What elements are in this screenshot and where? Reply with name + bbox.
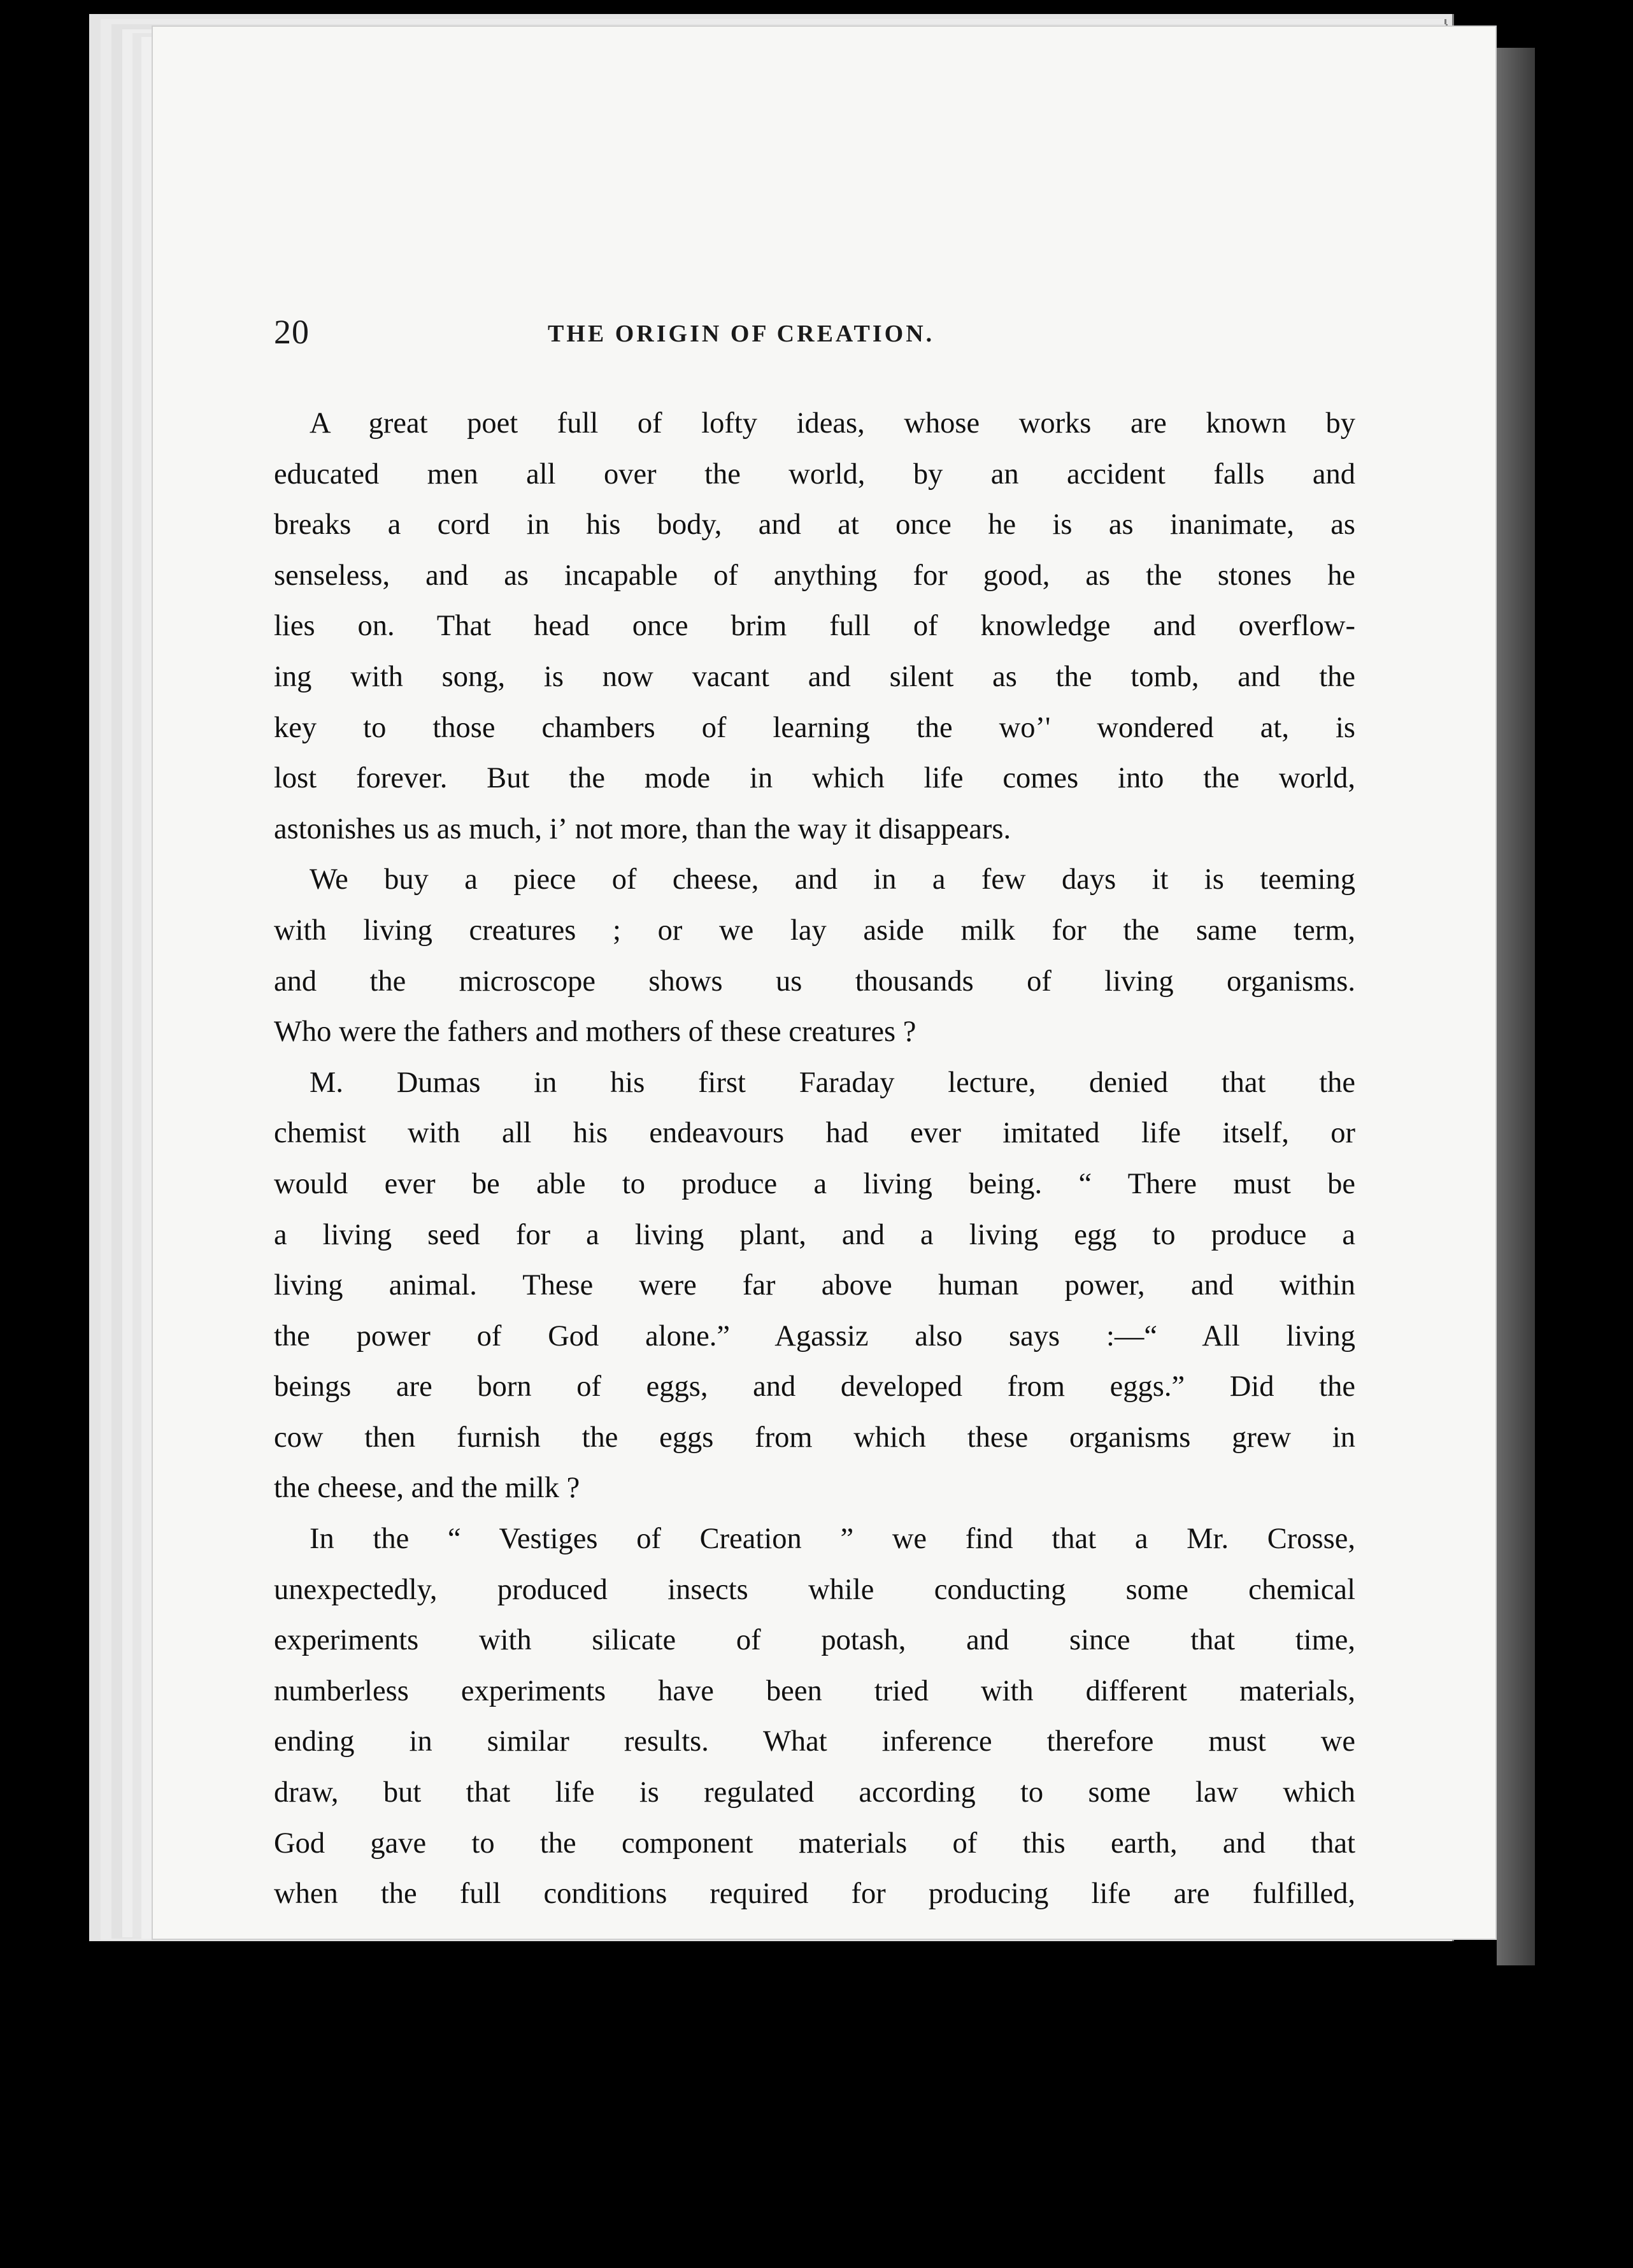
text-line: senseless, and as incapable of anything for good, as the stones he [274, 559, 1355, 592]
text-line: Who were the fathers and mothers of these creatures ? [274, 1016, 916, 1049]
running-head [274, 312, 1357, 363]
text-line: ending in similar results. What inference therefore must we [274, 1725, 1355, 1758]
text-line: unexpectedly, produced insects while conducting some chemical [274, 1573, 1355, 1606]
text-line: experiments with silicate of potash, and since that time, [274, 1624, 1355, 1657]
page-number: 20 [274, 313, 310, 351]
text-line: M. Dumas in his first Faraday lecture, denied that the [310, 1066, 1355, 1099]
text-line: ing with song, is now vacant and silent as the tomb, and the [274, 660, 1355, 693]
text-line: We buy a piece of cheese, and in a few days it is teeming [310, 863, 1355, 896]
page-shadow [1497, 48, 1535, 1965]
text-line: lost forever. But the mode in which life comes into the world, [274, 762, 1355, 795]
body-text [274, 398, 1355, 1920]
paragraph [274, 398, 1355, 854]
text-line: educated men all over the world, by an accident falls and [274, 457, 1355, 491]
text-line: when the full conditions required for producing life are fulfilled, [274, 1877, 1355, 1911]
paragraph [274, 1514, 1355, 1920]
text-line: astonishes us as much, iʼ not more, than the way it disappears. [274, 812, 1011, 845]
text-line: would ever be able to produce a living being. “ There must be [274, 1167, 1355, 1200]
text-line: cow then furnish the eggs from which these organisms grew in [274, 1421, 1355, 1454]
text-line: beings are born of eggs, and developed from eggs.” Did the [274, 1370, 1355, 1403]
text-line: numberless experiments have been tried with different materials, [274, 1674, 1355, 1707]
text-line: a living seed for a living plant, and a living egg to produce a [274, 1218, 1355, 1251]
text-line: key to those chambers of learning the woʼ' wondered at, is [274, 711, 1355, 744]
paragraph [274, 854, 1355, 1057]
text-line: breaks a cord in his body, and at once he is as inanimate, as [274, 508, 1355, 542]
running-head-title: THE ORIGIN OF CREATION. [548, 320, 935, 347]
text-line: living animal. These were far above human power, and within [274, 1269, 1355, 1302]
text-line: the power of God alone.” Agassiz also says :—“ All living [274, 1319, 1355, 1353]
text-line: In the “ Vestiges of Creation ” we find that a Mr. Crosse, [310, 1523, 1355, 1556]
paragraph [274, 1058, 1355, 1514]
text-line: A great poet full of lofty ideas, whose works are known by [310, 407, 1355, 440]
text-line: draw, but that life is regulated according to some law which [274, 1776, 1355, 1809]
text-line: God gave to the component materials of this earth, and that [274, 1827, 1355, 1860]
text-line: with living creatures ; or we lay aside milk for the same term, [274, 914, 1355, 947]
text-line: and the microscope shows us thousands of living organisms. [274, 965, 1355, 998]
text-line: lies on. That head once brim full of knowledge and overflow- [274, 610, 1355, 643]
text-line: chemist with all his endeavours had ever imitated life itself, or [274, 1117, 1355, 1150]
text-line: the cheese, and the milk ? [274, 1472, 580, 1505]
